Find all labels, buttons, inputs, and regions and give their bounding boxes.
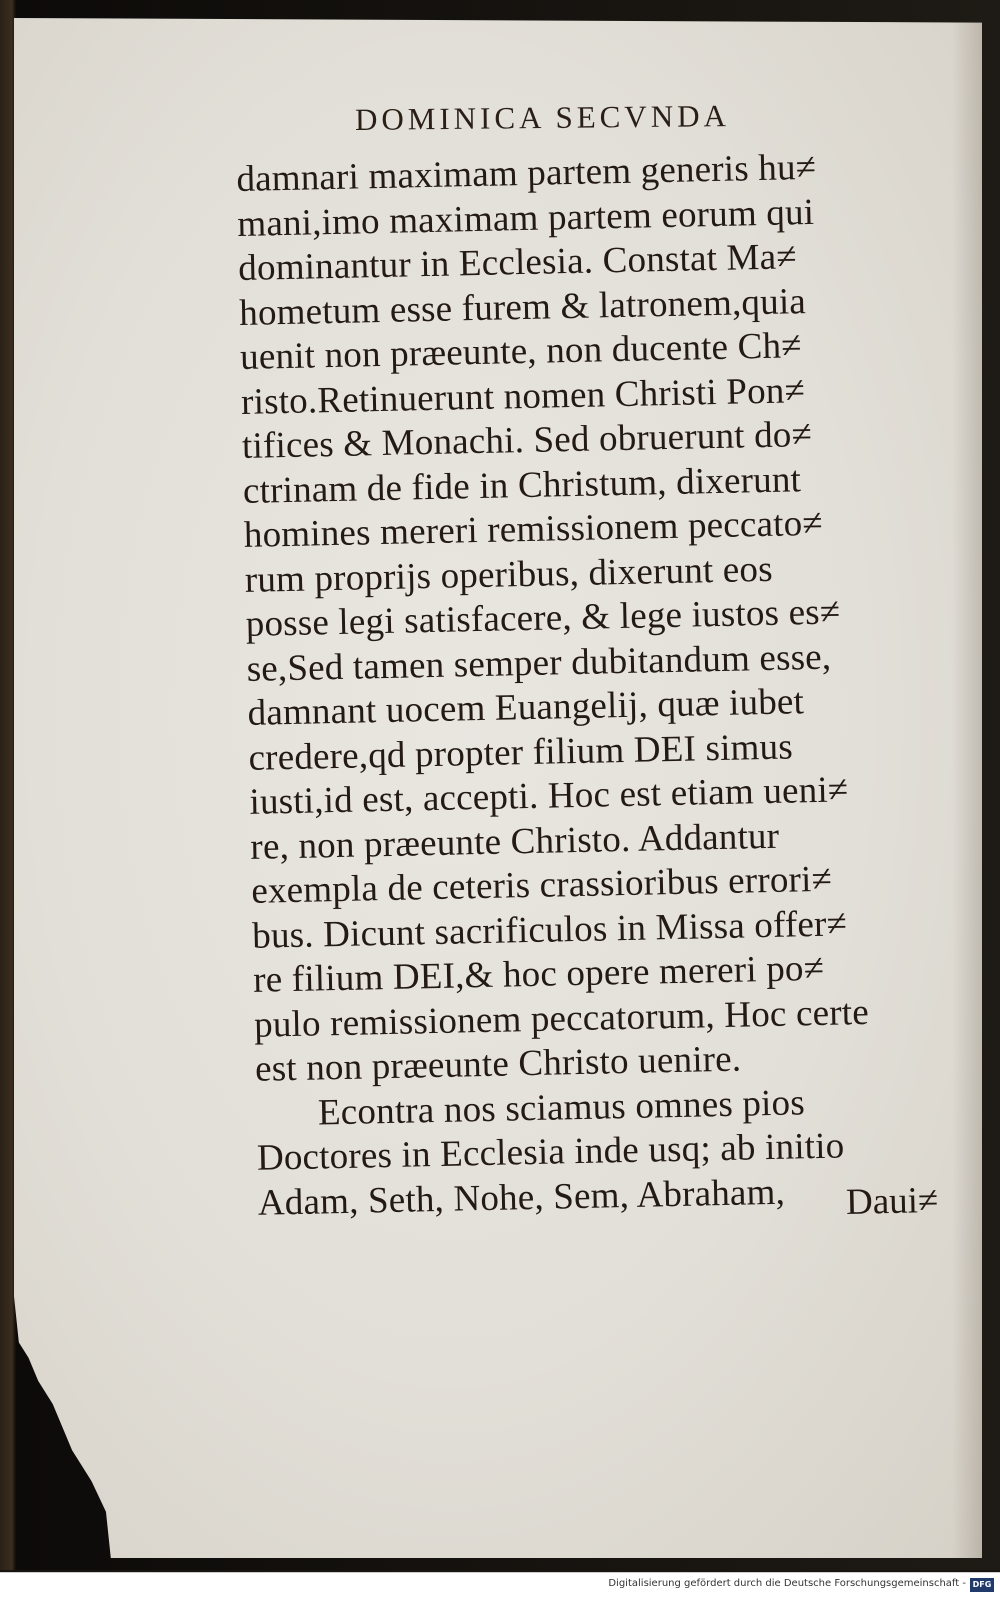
text-line: bus. Dicunt sacrificulos in Missa offer≠ [251,902,848,957]
text-line: est non præeunte Christo uenire. [254,1038,742,1090]
catchword: Daui≠ [845,1180,939,1223]
text-line: re filium DEI,& hoc opere mereri po≠ [252,947,825,1001]
text-line: uenit non præeunte, non ducente Ch≠ [239,325,803,378]
running-head: DOMINICA SECVNDA [354,98,731,137]
text-line: hometum esse furem & latronem,quia [238,280,807,334]
dfg-logo: DFG [970,1578,994,1592]
text-line: ctrinam de fide in Christum, dixerunt [242,458,802,512]
text-line: re, non præeunte Christo. Addantur [250,815,780,868]
text-line: damnant uocem Euangelij, quæ iubet [247,681,805,734]
footer-credit: Digitalisierung gefördert durch die Deutsche Forschungsgemeinschaft - [608,1578,966,1589]
text-line: credere,qd propter filium DEI simus [248,725,794,779]
text-line: iusti,id est, accepti. Hoc est etiam ueni≠ [249,769,849,823]
text-block [236,143,978,1226]
text-line: damnari maximam partem generis hu≠ [236,146,817,200]
text-line: Econtra nos sciamus omnes pios [317,1081,806,1133]
footer-bar [0,1572,1000,1597]
text-line: pulo remissionem peccatorum, Hoc certe [253,991,870,1046]
text-line: posse legi satisfacere, & lege iustos es≠ [245,591,841,645]
text-line: exempla de ceteris crassioribus errori≠ [250,858,833,912]
text-line: se,Sed tamen semper dubitandum esse, [246,636,832,690]
text-line: dominantur in Ecclesia. Constat Ma≠ [237,236,798,289]
text-line: rum proprijs operibus, dixerunt eos [244,548,774,601]
text-line: tifices & Monachi. Sed obruerunt do≠ [241,414,813,467]
text-line: Doctores in Ecclesia inde usq; ab initio [256,1125,845,1179]
text-line: mani,imo maximam partem eorum qui [236,191,815,245]
text-line: risto.Retinuerunt nomen Christi Pon≠ [240,369,806,423]
text-line: Adam, Seth, Nohe, Sem, Abraham, [257,1171,786,1224]
text-line: homines mereri remissionem peccato≠ [243,502,824,556]
